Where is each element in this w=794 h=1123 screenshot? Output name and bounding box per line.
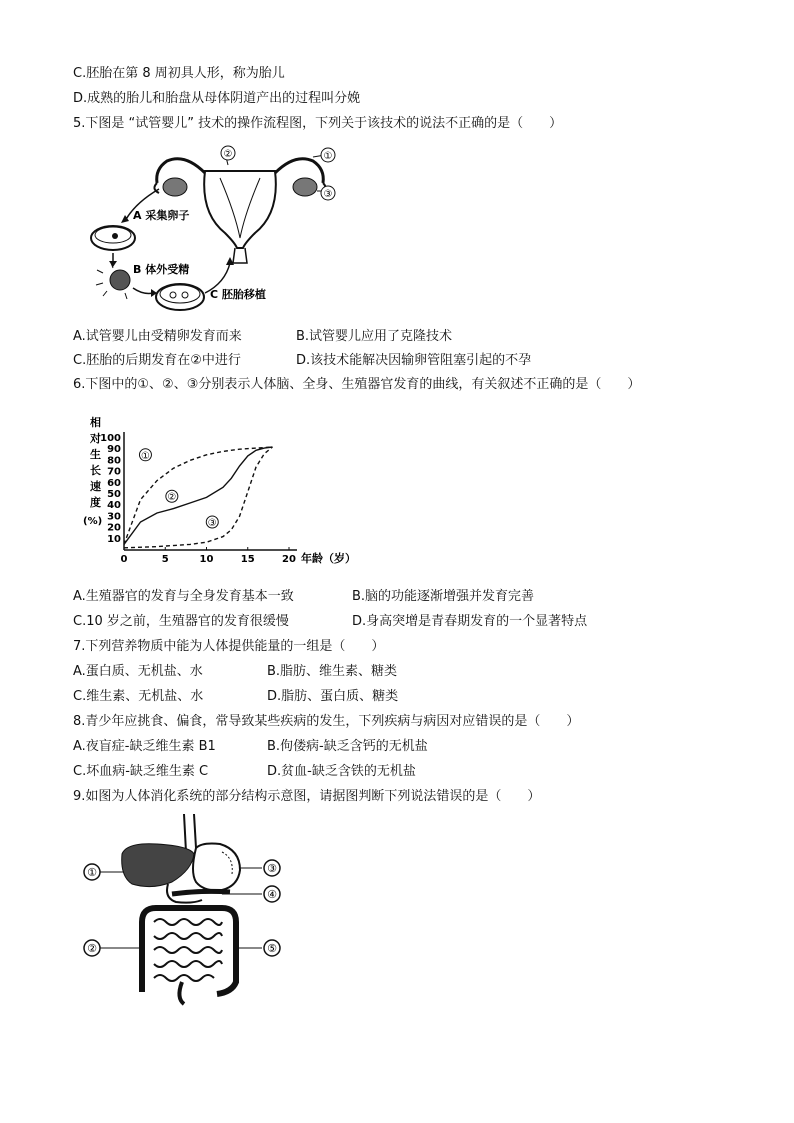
stomach [193,844,240,891]
x-tick-label: 20 [282,554,296,565]
y-tick-label: 100 [100,433,121,444]
y-tick-label: 30 [107,511,121,523]
vagina-shape [233,248,247,263]
digestive-system-diagram [72,812,292,1007]
dish-c [156,284,204,310]
y-tick-label: 10 [107,533,121,545]
marker-1: ① [323,151,333,162]
q6-option-d: D.身高突增是青春期发育的一个显著特点 [352,614,588,629]
q8-option-c: C.坏血病-缺乏维生素 C [73,764,209,779]
q6-option-b: B.脑的功能逐渐增强并发育完善 [352,589,535,604]
y-axis-label-char: 长 [90,464,101,477]
q8-option-b: B.佝偻病-缺乏含钙的无机盐 [267,739,428,754]
y-tick-label: 20 [107,522,121,534]
q6-option-a: A.生殖器官的发育与全身发育基本一致 [73,589,294,604]
small-intestine [154,919,222,981]
pancreas [172,891,230,894]
q4-option-c: C.胚胎在第 8 周初具人形，称为胎儿 [73,66,285,81]
x-axis-label: 年龄（岁） [301,552,356,565]
series-line-3 [124,447,273,548]
x-tick-label: 5 [161,554,169,565]
series-label-3: ③ [207,518,217,529]
x-tick-label: 0 [120,554,128,565]
q5-option-c: C.胚胎的后期发育在②中进行 [73,353,241,368]
y-axis-label-unit: (%) [83,516,103,527]
y-tick-label: 50 [107,489,121,500]
x-tick-label: 10 [199,554,214,565]
rectum [179,982,184,1004]
q7-option-b: B.脂肪、维生素、糖类 [267,664,398,679]
marker-3: ③ [267,862,277,875]
q5-option-b: B.试管婴儿应用了克隆技术 [296,329,453,344]
growth-chart [80,410,370,580]
series-label-1: ① [140,450,150,462]
series-label-2: ② [167,492,177,504]
q7-option-c: C.维生素、无机盐、水 [73,689,204,704]
q6-stem: 6.下图中的①、②、③分别表示人体脑、全身、生殖器官发育的曲线，有关叙述不正确的是（ ） [73,377,641,392]
left-ovary [163,178,187,196]
label-fertilization: B 体外受精 [133,263,190,276]
marker-2: ② [223,149,233,160]
q5-option-d: D.该技术能解决因输卵管阻塞引起的不孕 [296,353,532,368]
marker-5: ⑤ [267,942,277,955]
q4-option-d: D.成熟的胎儿和胎盘从母体阴道产出的过程叫分娩 [73,91,361,106]
y-tick-label: 40 [107,500,121,512]
right-ovary [293,178,317,196]
y-axis-label-char: 速 [90,480,101,493]
q7-stem: 7.下列营养物质中能为人体提供能量的一组是（ ） [73,639,385,654]
label-embryo-transfer: C 胚胎移植 [210,288,266,301]
y-axis-label-char: 度 [90,496,101,509]
q7-option-a: A.蛋白质、无机盐、水 [73,664,203,679]
marker-5: ③ [323,189,333,200]
marker-1: ① [87,866,97,879]
fertilized-egg [110,270,130,290]
marker-4: ④ [267,888,277,901]
y-axis-label-char: 生 [90,448,101,461]
x-tick-label: 15 [240,554,255,565]
q9-stem: 9.如图为人体消化系统的部分结构示意图，请据图判断下列说法错误的是（ ） [73,789,541,804]
q7-option-d: D.脂肪、蛋白质、糖类 [267,689,399,704]
liver [122,844,194,887]
label-collect-eggs: A 采集卵子 [133,209,190,222]
y-tick-label: 80 [107,455,121,467]
y-tick-label: 60 [107,477,121,489]
y-axis-label-char: 相 [90,416,101,429]
ivf-flow-diagram [85,143,345,318]
q8-option-a: A.夜盲症-缺乏维生素 B1 [73,739,216,754]
q5-stem: 5.下图是 “试管婴儿” 技术的操作流程图，下列关于该技术的说法不正确的是（ ） [73,116,563,131]
q6-option-c: C.10 岁之前，生殖器官的发育很缓慢 [73,614,289,629]
q8-option-d: D.贫血-缺乏含铁的无机盐 [267,764,416,779]
y-tick-label: 70 [107,466,121,478]
q8-stem: 8.青少年应挑食、偏食，常导致某些疾病的发生，下列疾病与病因对应错误的是（ ） [73,714,580,729]
y-axis-label-char: 对 [90,432,101,445]
y-tick-label: 90 [107,444,121,456]
esophagus [184,814,196,852]
marker-2: ② [87,942,97,955]
q5-option-a: A.试管婴儿由受精卵发育而来 [73,329,242,344]
